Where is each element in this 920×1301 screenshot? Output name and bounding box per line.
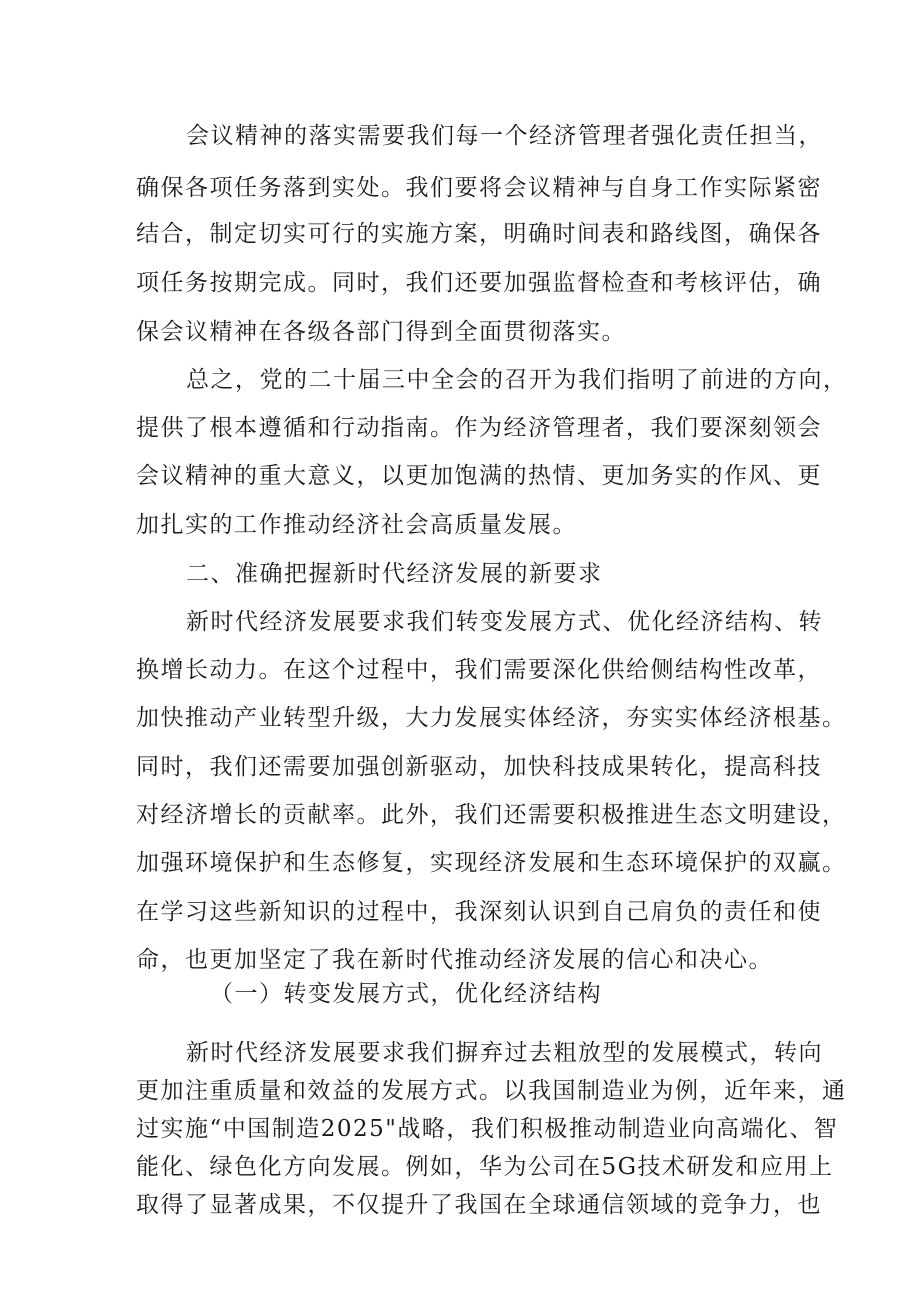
text-line: 加扎实的工作推动经济社会高质量发展。 xyxy=(136,512,577,538)
text-line: 更加注重质量和效益的发展方式。以我国制造业为例，近年来，通 xyxy=(136,1078,847,1104)
text-line: 会议精神的重大意义，以更加饱满的热情、更加务实的作风、更 xyxy=(136,463,822,489)
text-line: 保会议精神在各级各部门得到全面贯彻落实。 xyxy=(136,319,626,345)
text-line: 命，也更加坚定了我在新时代推动经济发展的信心和决心。 xyxy=(136,947,773,973)
text-line: 项任务按期完成。同时，我们还要加强监督检查和考核评估，确 xyxy=(136,270,822,296)
text-line: 结合，制定切实可行的实施方案，明确时间表和路线图，确保各 xyxy=(136,221,822,247)
text-line: 取得了显著成果，不仅提升了我国在全球通信领域的竞争力，也 xyxy=(136,1192,822,1218)
section-heading: 二、准确把握新时代经济发展的新要求 xyxy=(186,561,603,587)
text-line: 总之，党的二十届三中全会的召开为我们指明了前进的方向， xyxy=(186,367,848,393)
text-line: 新时代经济发展要求我们摒弃过去粗放型的发展模式，转向 xyxy=(186,1040,823,1066)
text-line: 提供了根本遵循和行动指南。作为经济管理者，我们要深刻领会 xyxy=(136,415,822,441)
text-line: 会议精神的落实需要我们每一个经济管理者强化责任担当， xyxy=(186,123,823,149)
text-line: 加快推动产业转型升级，大力发展实体经济，夯实实体经济根基。 xyxy=(136,705,847,731)
text-line: 新时代经济发展要求我们转变发展方式、优化经济结构、转 xyxy=(186,609,823,635)
subsection-heading: （一）转变发展方式，优化经济结构 xyxy=(210,981,602,1007)
text-line: 过实施“中国制造2025"战略，我们积极推动制造业向高端化、智 xyxy=(136,1116,839,1142)
text-line: 在学习这些新知识的过程中，我深刻认识到自己肩负的责任和使 xyxy=(136,899,822,925)
text-line: 加强环境保护和生态修复，实现经济发展和生态环境保护的双赢。 xyxy=(136,850,847,876)
text-line: 换增长动力。在这个过程中，我们需要深化供给侧结构性改革， xyxy=(136,657,822,683)
text-line: 能化、绿色化方向发展。例如，华为公司在5G技术研发和应用上 xyxy=(136,1154,834,1180)
text-line: 同时，我们还需要加强创新驱动，加快科技成果转化，提高科技 xyxy=(136,754,822,780)
text-line: 对经济增长的贡献率。此外，我们还需要积极推进生态文明建设， xyxy=(136,802,847,828)
text-line: 确保各项任务落到实处。我们要将会议精神与自身工作实际紧密 xyxy=(136,175,822,201)
